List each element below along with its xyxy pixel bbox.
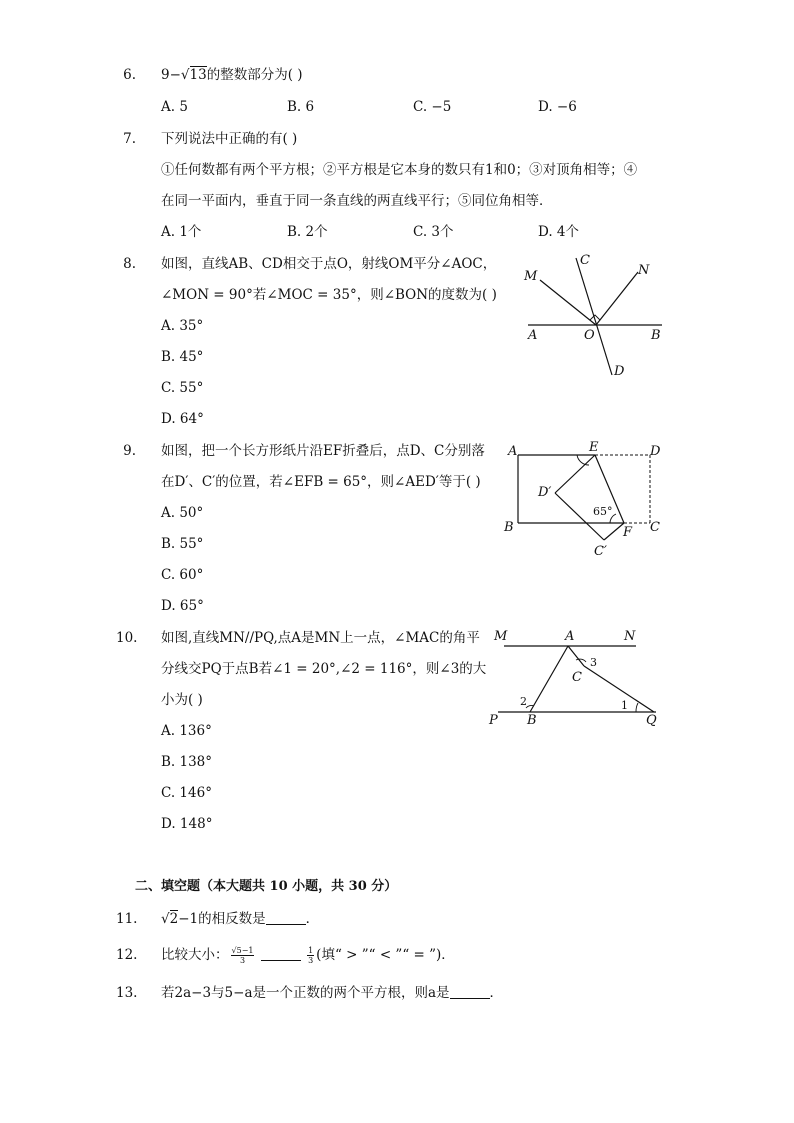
question-number: 9. [123,443,136,459]
label-A: A [508,444,518,459]
label-Q: Q [646,713,657,728]
fraction-1: $\frac{√5-1}{3}$ [231,946,254,965]
q8-figure [520,250,670,384]
q13-end: ． [489,985,504,1001]
question-number: 10. [116,630,138,646]
q6-stem-c: 的整数部分为( ) [206,67,303,83]
label-B: B [504,520,514,535]
q10-option-c[interactable]: C. 146° [161,785,212,801]
label-C: C [650,520,660,535]
q7-statements-line-2: 在同一平面内，垂直于同一条直线的两直线平行；⑤同位角相等． [161,193,553,209]
q8-line-2: ∠MON = 90°若∠MOC = 35°，则∠BON的度数为( ) [161,287,497,303]
label-C: C [580,253,590,268]
label-C: C [572,670,582,685]
answer-blank[interactable] [261,948,301,961]
option-c[interactable]: C. 3个 [413,224,454,240]
option-b[interactable]: B. 6 [287,99,315,115]
label-angle-65: 65° [593,505,613,518]
q8-option-a[interactable]: A. 35° [161,318,204,334]
q10-option-a[interactable]: A. 136° [161,723,212,739]
question-number: 12. [116,947,138,963]
q11-text: −1的相反数是 [178,911,266,927]
q8-option-b[interactable]: B. 45° [161,349,204,365]
label-angle-1: 1 [621,699,628,712]
label-D: D [614,364,625,379]
label-C-prime: C′ [594,544,607,559]
q11-end: ． [305,911,320,927]
question-number: 8. [123,256,136,272]
label-F: F [623,525,633,540]
q9-line-2: 在D′、C′的位置，若∠EFB = 65°，则∠AED′等于( ) [161,474,481,490]
label-M: M [524,269,538,284]
q9-option-c[interactable]: C. 60° [161,567,204,583]
q9-option-d[interactable]: D. 65° [161,598,204,614]
label-A: A [528,328,538,343]
q9-option-a[interactable]: A. 50° [161,505,204,521]
option-a[interactable]: A. 5 [161,99,188,115]
q8-option-c[interactable]: C. 55° [161,380,204,396]
label-N: N [638,263,650,278]
option-d[interactable]: D. −6 [538,99,577,115]
label-O: O [584,328,595,343]
fraction-2: $\frac{1}{3}$ [308,946,314,965]
q11-radicand: 2 [169,911,179,927]
q10-line-1: 如图,直线MN//PQ,点A是MN上一点，∠MAC的角平 [161,630,480,646]
q10-option-b[interactable]: B. 138° [161,754,213,770]
label-angle-2: 2 [520,695,527,708]
q6-radicand: 13 [189,67,207,83]
option-a[interactable]: A. 1个 [161,224,202,240]
q10-line-3: 小为( ) [161,692,203,708]
q10-option-d[interactable]: D. 148° [161,816,213,832]
label-angle-3: 3 [590,656,597,669]
label-D-prime: D′ [538,485,552,500]
question-number: 11. [116,911,138,927]
q13-text: 若2a−3与5−a是一个正数的两个平方根，则a是 [161,985,450,1001]
question-number: 6. [123,67,136,83]
q6-stem-a: 9− [161,67,181,83]
q8-option-d[interactable]: D. 64° [161,411,204,427]
q7-stem-text: 下列说法中正确的有( ) [161,131,298,147]
q9-figure [500,438,670,572]
q12-hint: (填“ > ”“ < ”“ = ”)． [316,947,455,963]
section-2-title: 二、填空题（本大题共 10 小题，共 30 分） [135,879,398,894]
label-B: B [527,713,537,728]
answer-blank[interactable] [266,912,306,925]
q9-line-1: 如图，把一个长方形纸片沿EF折叠后，点D、C分别落 [161,443,485,459]
q9-option-b[interactable]: B. 55° [161,536,204,552]
answer-blank[interactable] [450,986,490,999]
label-N: N [624,629,636,644]
label-M: M [494,629,508,644]
option-b[interactable]: B. 2个 [287,224,328,240]
option-c[interactable]: C. −5 [413,99,452,115]
label-B: B [651,328,661,343]
label-D: D [650,444,661,459]
q10-figure [484,624,674,738]
q8-line-1: 如图，直线AB、CD相交于点O，射线OM平分∠AOC， [161,256,497,272]
q7-statements-line-1: ①任何数都有两个平方根；②平方根是它本身的数只有1和0；③对顶角相等；④ [161,162,638,178]
label-P: P [489,713,498,728]
question-number: 7. [123,131,136,147]
label-E: E [589,440,599,455]
q10-line-2: 分线交PQ于点B若∠1 = 20°,∠2 = 116°，则∠3的大 [161,661,487,677]
option-d[interactable]: D. 4个 [538,224,580,240]
label-A: A [565,629,575,644]
q12-prefix: 比较大小： [161,947,229,963]
question-number: 13. [116,985,138,1001]
